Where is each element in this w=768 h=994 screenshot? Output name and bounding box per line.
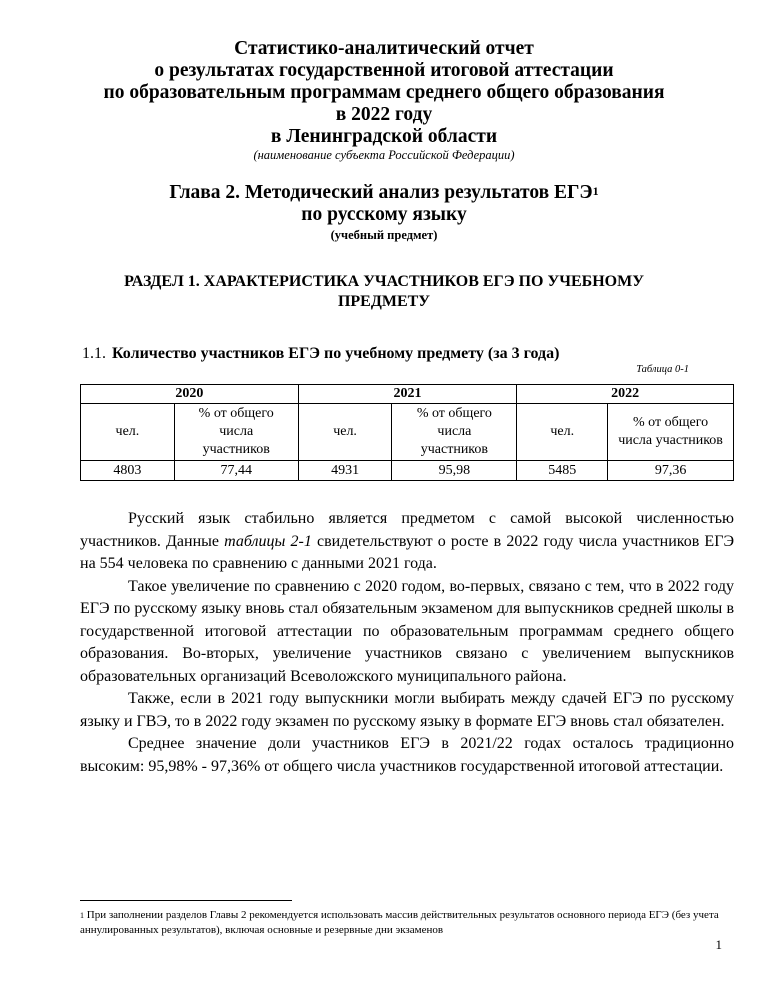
paragraph-1: Русский язык стабильно является предметом с самой высокой численностью участников. Данные таблицы 2-1 свидетельствуют о росте в 2022 году числа участников ЕГЭ на 554 человека по сравнению с данными 2021 года. [80,510,735,572]
footnote-divider [80,900,292,901]
section-line-2: ПРЕДМЕТУ [337,293,431,310]
table-row [81,461,734,481]
table-reference: таблицы 2-1 [224,532,312,550]
subject-note: (наименование субъекта Российской Федерации) [253,148,515,162]
footnote [80,908,734,938]
value-pct-2022: 97,36 [608,461,734,481]
report-title [0,38,768,163]
footnote-mark: 1 [80,911,84,920]
value-count-2022: 5485 [517,461,608,481]
section-line-1: РАЗДЕЛ 1. ХАРАКТЕРИСТИКА УЧАСТНИКОВ ЕГЭ ПО УЧЕБНОМУ [124,273,644,290]
subsection-title: Количество участников ЕГЭ по учебному предмету (за 3 года) [112,345,560,362]
page-number: 1 [715,937,722,952]
chapter-note: (учебный предмет) [330,228,438,242]
col-pct-2021: % от общего числа участников [392,404,517,461]
subsection-heading [82,344,559,364]
body-text [80,508,734,778]
title-line-1: Статистико-аналитический отчет [234,38,534,59]
title-line-5: в Ленинградской области [270,126,498,147]
year-header-2020: 2020 [81,385,299,404]
table-subheader-row [81,404,734,461]
chapter-line-1 [0,182,768,204]
chapter-title: Глава 2. Методический анализ результатов ЕГЭ [169,182,593,203]
paragraph-4: Среднее значение доли участников ЕГЭ в 2021/22 годах осталось традиционно высоким: 95,98% - 97,36% от общего числа участников государственной итоговой аттестации. [80,735,734,775]
year-header-2022: 2022 [517,385,734,404]
col-count-2021: чел. [298,404,392,461]
title-line-4: в 2022 году [335,104,433,125]
value-count-2020: 4803 [81,461,175,481]
col-count-2020: чел. [81,404,175,461]
paragraph-2: Такое увеличение по сравнению с 2020 годом, во-первых, связано с тем, что в 2022 году ЕГЭ по русскому языку вновь стал обязательным экзаменом для выпускников средней школы в государственной итоговой аттестации по образовательным программам среднего общего образования. Во-вторых, увеличение участников связано с увеличением выпускников образовательных организаций Всеволожского муниципального района. [80,577,734,685]
col-pct-2022: % от общего числа участников [608,404,734,461]
paragraph-3: Также, если в 2021 году выпускники могли выбирать между сдачей ЕГЭ по русскому языку и ГВЭ, то в 2022 году экзамен по русскому языку в формате ЕГЭ вновь стал обязателен. [80,690,734,730]
col-count-2022: чел. [517,404,608,461]
table-caption: Таблица 0-1 [636,364,689,375]
title-line-3: по образовательным программам среднего общего образования [103,82,665,103]
subsection-number: 1.1. [82,345,106,362]
year-header-2021: 2021 [298,385,517,404]
footnote-text: При заполнении разделов Главы 2 рекомендуется использовать массив действительных результатов основного периода ЕГЭ (без учета аннулированных результатов), включая основные и резервные дни экзаменов [80,909,719,936]
col-pct-2020: % от общего числа участников [174,404,298,461]
footnote-ref[interactable]: 1 [592,184,599,198]
title-line-2: о результатах государственной итоговой аттестации [154,60,614,81]
chapter-heading [0,182,768,243]
section-heading [60,272,708,312]
chapter-line-2: по русскому языку [301,204,467,225]
value-count-2021: 4931 [298,461,392,481]
value-pct-2020: 77,44 [174,461,298,481]
table-header-row [81,385,734,404]
value-pct-2021: 95,98 [392,461,517,481]
participants-table [80,384,734,481]
